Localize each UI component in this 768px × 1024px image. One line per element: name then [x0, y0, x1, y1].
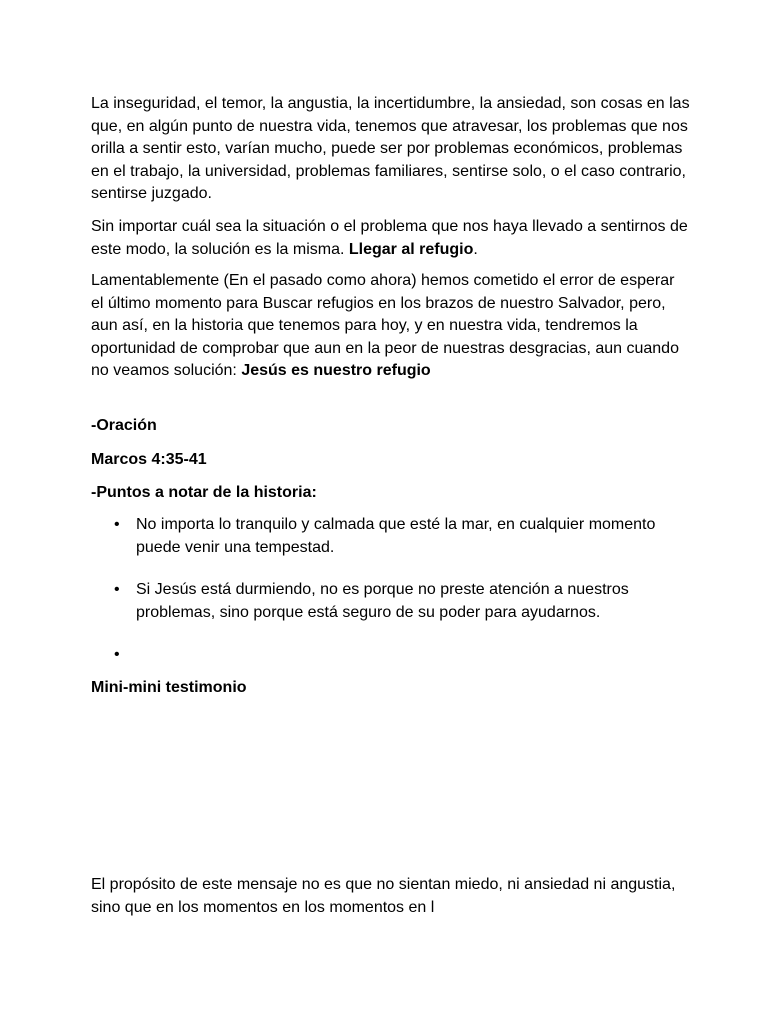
solution-emphasis: Llegar al refugio — [348, 240, 474, 258]
points-list — [91, 514, 691, 666]
intro-paragraph: La inseguridad, el temor, la angustia, la incertidumbre, la ansiedad, son cosas en las que, en algún punto de nuestra vida, tenemos que atravesar, los problemas que nos orilla a sentir esto, varían mucho, puede ser por problemas económicos, problemas en el trabajo, la universidad, problemas familiares, sentirse solo, o el caso contrario, sentirse juzgado. — [91, 95, 690, 202]
refuge-text: Lamentablemente (En el pasado como ahora) hemos cometido el error de esperar el último momento para Buscar refugios en los brazos de nuestro Salvador, pero, aun así, en la historia que tenemos para hoy, y en nuestra vida, tendremos la oportunidad de comprobar que aun en la peor de nuestras desgracias, aun cuando no veamos solución: — [91, 272, 679, 379]
solution-text: Sin importar cuál sea la situación o el problema que nos haya llevado a sentirnos de este modo, la solución es la misma. — [91, 218, 688, 258]
list-item-text: No importa lo tranquilo y calmada que esté la mar, en cualquier momento puede venir una tempestad. — [136, 516, 656, 556]
refuge-paragraph — [91, 270, 691, 383]
scripture-reference: Marcos 4:35-41 — [91, 451, 207, 468]
points-heading: -Puntos a notar de la historia: — [91, 484, 317, 501]
solution-period: . — [473, 240, 478, 258]
testimony-heading: Mini-mini testimonio — [91, 679, 247, 696]
solution-paragraph — [91, 216, 691, 261]
list-item — [91, 514, 691, 559]
prayer-heading: -Oración — [91, 417, 157, 434]
bullet-icon: • — [114, 581, 120, 598]
bullet-icon: • — [114, 516, 120, 533]
list-item — [91, 644, 691, 666]
list-item-text: Si Jesús está durmiendo, no es porque no preste atención a nuestros problemas, sino porque está seguro de su poder para ayudarnos. — [136, 581, 629, 621]
purpose-paragraph: El propósito de este mensaje no es que no sientan miedo, ni ansiedad ni angustia, sino que en los momentos en los momentos en l — [91, 876, 676, 916]
list-item — [91, 579, 691, 624]
refuge-emphasis: Jesús es nuestro refugio — [241, 362, 431, 379]
bullet-icon: • — [114, 646, 120, 663]
